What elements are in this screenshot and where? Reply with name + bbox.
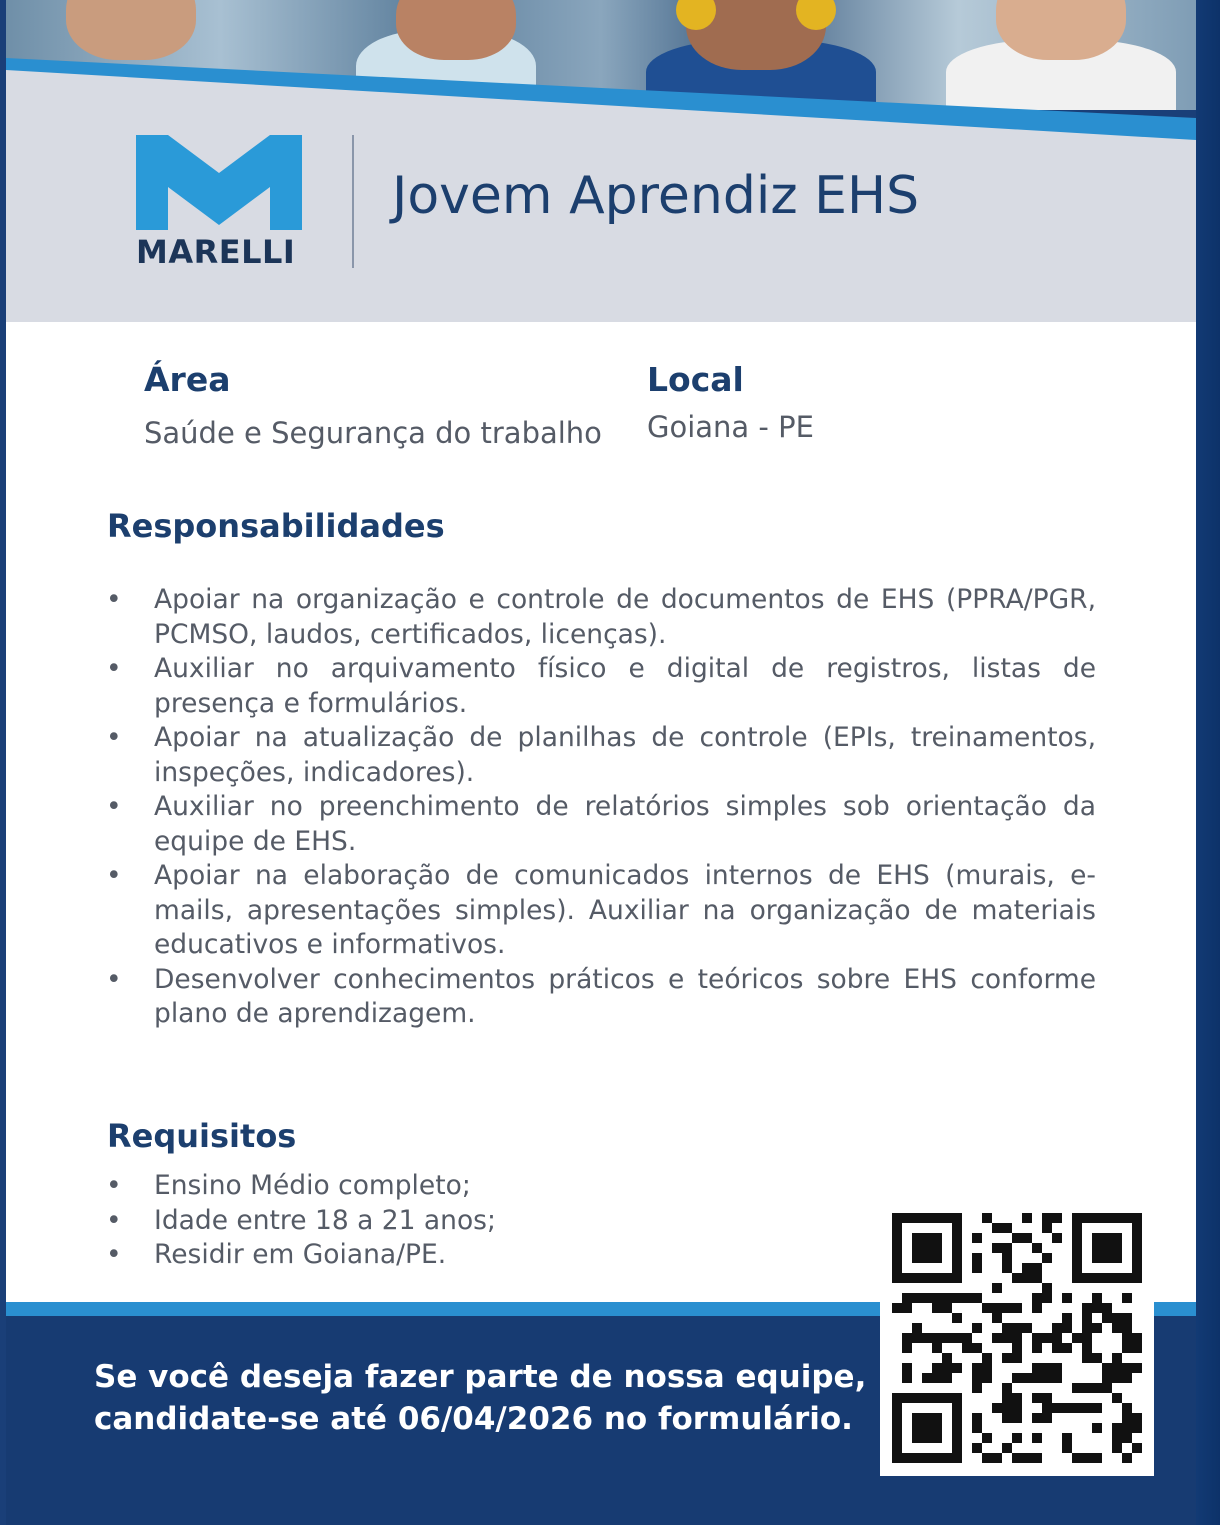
list-item: • Desenvolver conhecimentos práticos e teóricos sobre EHS conforme plano de aprendizagem. <box>106 963 1096 1029</box>
responsibilities-list <box>106 583 1096 1032</box>
list-item: • Ensino Médio completo; <box>106 1169 806 1204</box>
bullet-icon: • <box>106 1239 122 1270</box>
bullet-icon: • <box>106 653 122 684</box>
requirements-list <box>106 1169 806 1273</box>
logo-wordmark: MARELLI <box>136 233 296 271</box>
responsibilities-title: Responsabilidades <box>107 507 445 545</box>
bullet-icon: • <box>106 791 122 822</box>
bullet-icon: • <box>106 1204 122 1236</box>
bullet-icon: • <box>106 584 122 615</box>
list-item: • Auxiliar no preenchimento de relatórios simples sob orientação da equipe de EHS. <box>106 791 1096 857</box>
marelli-logo-icon <box>136 135 302 230</box>
right-frame <box>1196 0 1220 1525</box>
bullet-icon: • <box>106 860 122 891</box>
job-title: Jovem Aprendiz EHS <box>392 166 920 226</box>
list-item: • Auxiliar no arquivamento físico e digital de registros, listas de presença e formulários. <box>106 653 1096 719</box>
area-label: Área <box>144 360 231 399</box>
bullet-icon: • <box>106 963 122 995</box>
cta-line-1: Se você deseja fazer parte de nossa equipe, <box>94 1359 867 1395</box>
call-to-action <box>94 1356 874 1440</box>
list-item: • Apoiar na elaboração de comunicados internos de EHS (murais, e-mails, apresentações simples). Auxiliar na organização de materiais educativos e informativos. <box>106 860 1096 960</box>
local-value: Goiana - PE <box>647 410 814 444</box>
bullet-icon: • <box>106 722 122 753</box>
list-item: • Apoiar na atualização de planilhas de controle (EPIs, treinamentos, inspeções, indicadores). <box>106 722 1096 788</box>
cta-line-2: candidate-se até 06/04/2026 no formulário. <box>94 1401 853 1437</box>
area-value: Saúde e Segurança do trabalho <box>144 416 602 450</box>
header-divider <box>352 135 354 268</box>
list-item: • Apoiar na organização e controle de documentos de EHS (PPRA/PGR, PCMSO, laudos, certificados, licenças). <box>106 584 1096 650</box>
bullet-icon: • <box>106 1170 122 1201</box>
qr-code-icon[interactable] <box>892 1212 1142 1464</box>
requirements-title: Requisitos <box>107 1117 297 1155</box>
list-item: • Residir em Goiana/PE. <box>106 1238 806 1273</box>
list-item: • Idade entre 18 a 21 anos; <box>106 1204 806 1239</box>
local-label: Local <box>647 360 744 399</box>
